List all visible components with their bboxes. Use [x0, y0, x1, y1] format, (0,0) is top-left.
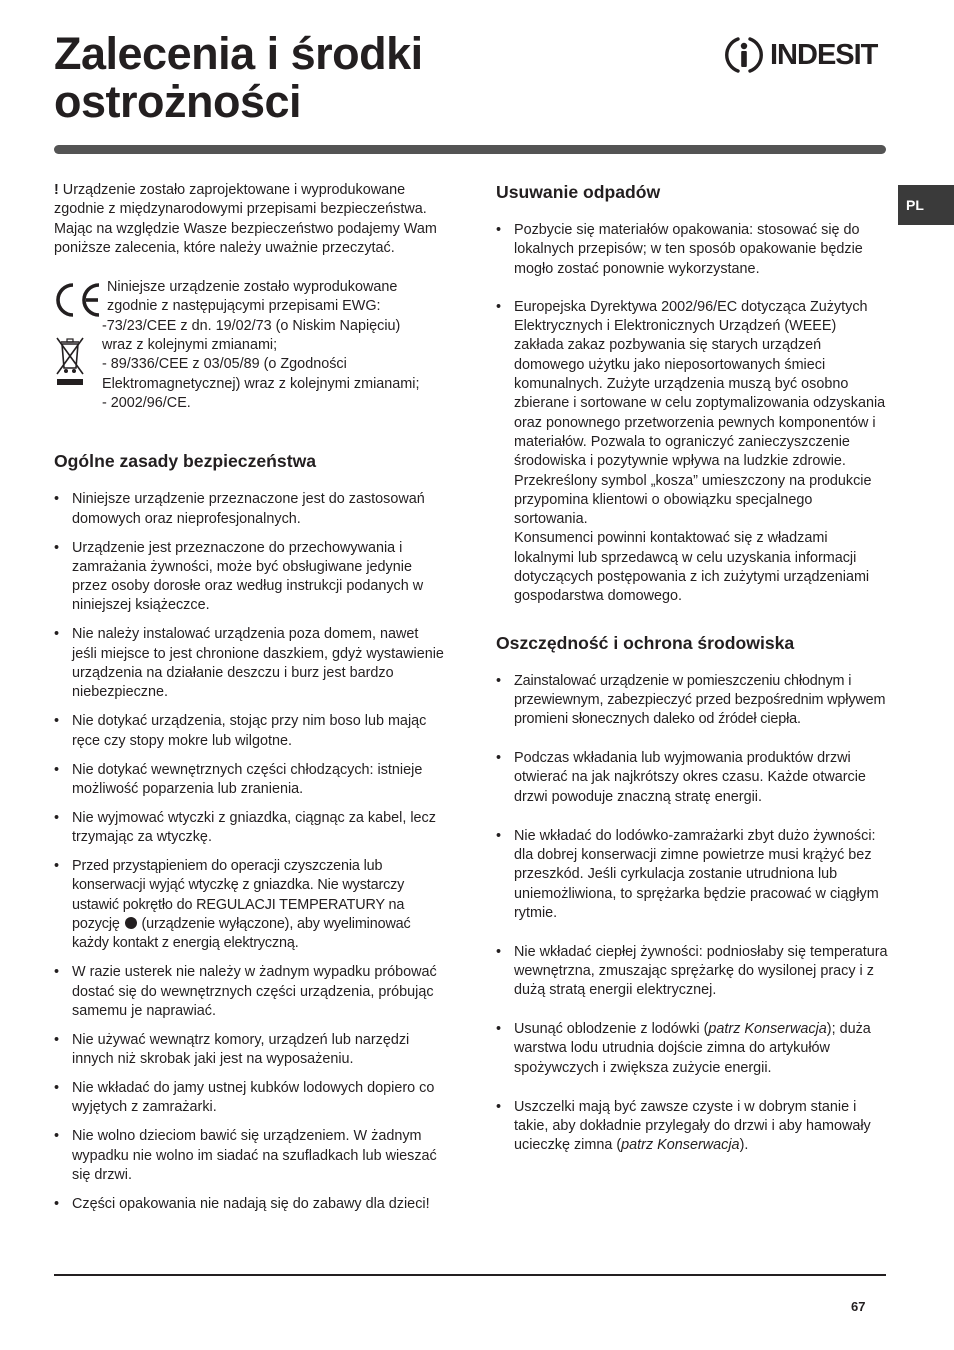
list-item: • Nie wolno dzieciom bawić się urządzeniem. W żadnym wypadku nie wolno im siadać na szufladkach lub wieszać się drzwi.	[54, 1127, 446, 1185]
brand-logo	[724, 34, 886, 76]
safety-heading: Ogólne zasady bezpieczeństwa	[54, 451, 317, 472]
cleaning-text-after: (urządzenie wyłączone), aby wyeliminować każdy kontakt z energią elektryczną.	[72, 916, 411, 952]
cleaning-text-before: Przed przystąpieniem do operacji czyszczenia lub konserwacji wyjąć wtyczkę z gniazdka. Nie wystarczy ustawić pokrętło do REGULACJI TEMPERATURY na pozycję	[72, 858, 405, 933]
indesit-logo-icon	[724, 35, 764, 75]
list-item: • Części opakowania nie nadają się do zabawy dla dzieci!	[54, 1195, 446, 1214]
ce-mark-icon	[54, 282, 102, 318]
page-title-line2: ostrożności	[54, 76, 302, 127]
weee-contact-paragraph: Konsumenci powinni kontaktować się z władzami lokalnymi lub sprzedawcą w celu uzyskania informacji dotyczących postępowania z ich zużytymi urządzeniami gospodarstwa domowego.	[514, 530, 870, 605]
intro-text: Urządzenie zostało zaprojektowane i wyprodukowane zgodnie z międzynarodowymi przepisami bezpieczeństwa. Mając na względzie Wasze bezpieczeństwo podajemy Wam poniższe zalecenia, które należy uważnie przeczytać.	[54, 182, 437, 256]
list-item: • Nie używać wewnątrz komory, urządzeń lub narzędzi innych niż skrobak jaki jest na wyposażeniu.	[54, 1031, 446, 1070]
left-column	[54, 181, 446, 1224]
list-item: • Nie dotykać wewnętrznych części chłodzących: istnieje możliwość poparzenia lub zranienia.	[54, 761, 446, 800]
warning-mark: !	[54, 182, 59, 198]
page-title-line1: Zalecenia i środki	[54, 28, 423, 79]
waste-heading: Usuwanie odpadów	[496, 182, 661, 202]
intro-paragraph	[54, 181, 446, 258]
list-item: • Urządzenie jest przeznaczone do przechowywania i zamrażania żywności, może być obsługiwane jedynie przez osoby dorosłe oraz według instrukcji podanych w niniejszej książeczce.	[54, 539, 446, 616]
cert-line: - 2002/96/CE.	[102, 394, 191, 411]
cert-line: wraz z kolejnymi zmianami;	[102, 337, 278, 354]
list-item: • Zainstalować urządzenie w pomieszczeniu chłodnym i przewiewnym, zabezpieczyć przed bezpośrednim wpływem promieni słonecznych daleko od źródeł ciepła.	[496, 672, 888, 730]
weee-paragraph: • Europejska Dyrektywa 2002/96/EC dotycząca Zużytych Elektrycznych i Elektronicznych Urządzeń (WEEE) zakłada zakaz pozbywania się starych urządzeń domowego użytku jako nieposortowanych śmieci komunalnych. Zużyte urządzenia muszą być osobno zbierane i sortowane w celu zoptymalizowania odzyskania oraz ponownego przetworzenia pewnych komponentów i materiałów. Pozwala to ograniczyć zanieczyszczenie środowiska i pozytywnie wpływa na ludzkie zdrowie. Przekreślony symbol „kosza” umieszczony na produkcie przypomina klientowi o obowiązku specjalnego sortowania.	[514, 298, 886, 528]
cert-line: Elektromagnetycznej) wraz z kolejnymi zmianami;	[102, 375, 420, 392]
cert-line: - 89/336/CEE z 03/05/89 (o Zgodności	[102, 356, 347, 373]
eco-heading: Oszczędność i ochrona środowiska	[496, 632, 795, 653]
certification-icons	[54, 282, 102, 390]
list-item-defrost	[496, 1020, 888, 1078]
safety-list	[54, 490, 446, 1214]
list-item-seals	[496, 1098, 888, 1156]
list-item: • Podczas wkładania lub wyjmowania produktów drzwi otwierać na jak najkrótszy okres czasu. Każde otwarcie drzwi powoduje znaczną stratę energii.	[496, 749, 888, 807]
list-item: • Niniejsze urządzenie przeznaczone jest do zastosowań domowych oraz nieprofesjonalnych.	[54, 490, 446, 529]
cert-line: -73/23/CEE z dn. 19/02/73 (o Niskim Napięciu)	[102, 317, 401, 334]
list-item: • Nie wyjmować wtyczki z gniazdka, ciągnąc za kabel, lecz trzymając za wtyczkę.	[54, 809, 446, 848]
list-item: • Nie należy instalować urządzenia poza domem, nawet jeśli miejsce to jest chronione daszkiem, gdyż wystawienie urządzenia na działanie deszczu i burz jest bardzo niebezpieczne.	[54, 625, 446, 702]
crossed-bin-icon	[54, 334, 86, 390]
certification-block	[54, 278, 446, 413]
list-item: • W razie usterek nie należy w żadnym wypadku próbować dostać się do wewnętrznych części urządzenia, próbując samemu je naprawiać.	[54, 963, 446, 1021]
list-item-cleaning	[54, 857, 446, 953]
language-tab: PL	[898, 185, 954, 225]
right-column	[496, 181, 888, 1175]
page-title	[54, 30, 423, 126]
maintenance-reference: patrz Konserwacja	[708, 1021, 827, 1038]
seals-text-before: Uszczelki mają być zawsze czyste i w dobrym stanie i takie, aby dokładnie przylegały do drzwi i aby hamowały ucieczkę zimna (	[514, 1098, 871, 1154]
defrost-text-before: Usunąć oblodzenie z lodówki (	[514, 1021, 709, 1038]
header-divider	[54, 145, 886, 154]
cert-line: zgodnie z następującymi przepisami EWG:	[107, 298, 381, 315]
list-item: • Nie wkładać ciepłej żywności: podniosłaby się temperatura wewnętrzna, zmuszając sprężarkę do wysilonej pracy i z dużą stratą energii elektrycznej.	[496, 943, 888, 1001]
filled-circle-icon	[125, 917, 137, 929]
list-item: • Nie dotykać urządzenia, stojąc przy nim boso lub mając ręce czy stopy mokre lub wilgotne.	[54, 712, 446, 751]
page-number: 67	[851, 1299, 866, 1314]
eco-list	[496, 672, 888, 1156]
list-item: • Nie wkładać do jamy ustnej kubków lodowych dopiero co wyjętych z zamrażarki.	[54, 1079, 446, 1118]
list-item: • Nie wkładać do lodówko-zamrażarki zbyt dużo żywności: dla dobrej konserwacji zimne powietrze musi krążyć bez przeszkód. Jeśli cyrkulacja zostanie utrudniona lub uniemożliwiona, to sprężarka będzie pracować w ciągłym rytmie.	[496, 827, 888, 923]
list-item-weee	[496, 298, 888, 607]
brand-name: INDESIT	[770, 38, 878, 71]
waste-list	[496, 221, 888, 607]
list-item: • Pozbycie się materiałów opakowania: stosować się do lokalnych przepisów; w ten sposób opakowanie będzie mogło zostać ponownie wykorzystane.	[496, 221, 888, 279]
cert-line: Niniejsze urządzenie zostało wyprodukowane	[107, 279, 398, 296]
footer-divider	[54, 1274, 886, 1276]
maintenance-reference: patrz Konserwacja	[621, 1137, 740, 1154]
defrost-text-after: ); duża warstwa lodu utrudnia dojście zimna do artykułów spożywczych i zwiększa zużycie energii.	[514, 1021, 871, 1076]
seals-text-after: ).	[739, 1137, 749, 1154]
